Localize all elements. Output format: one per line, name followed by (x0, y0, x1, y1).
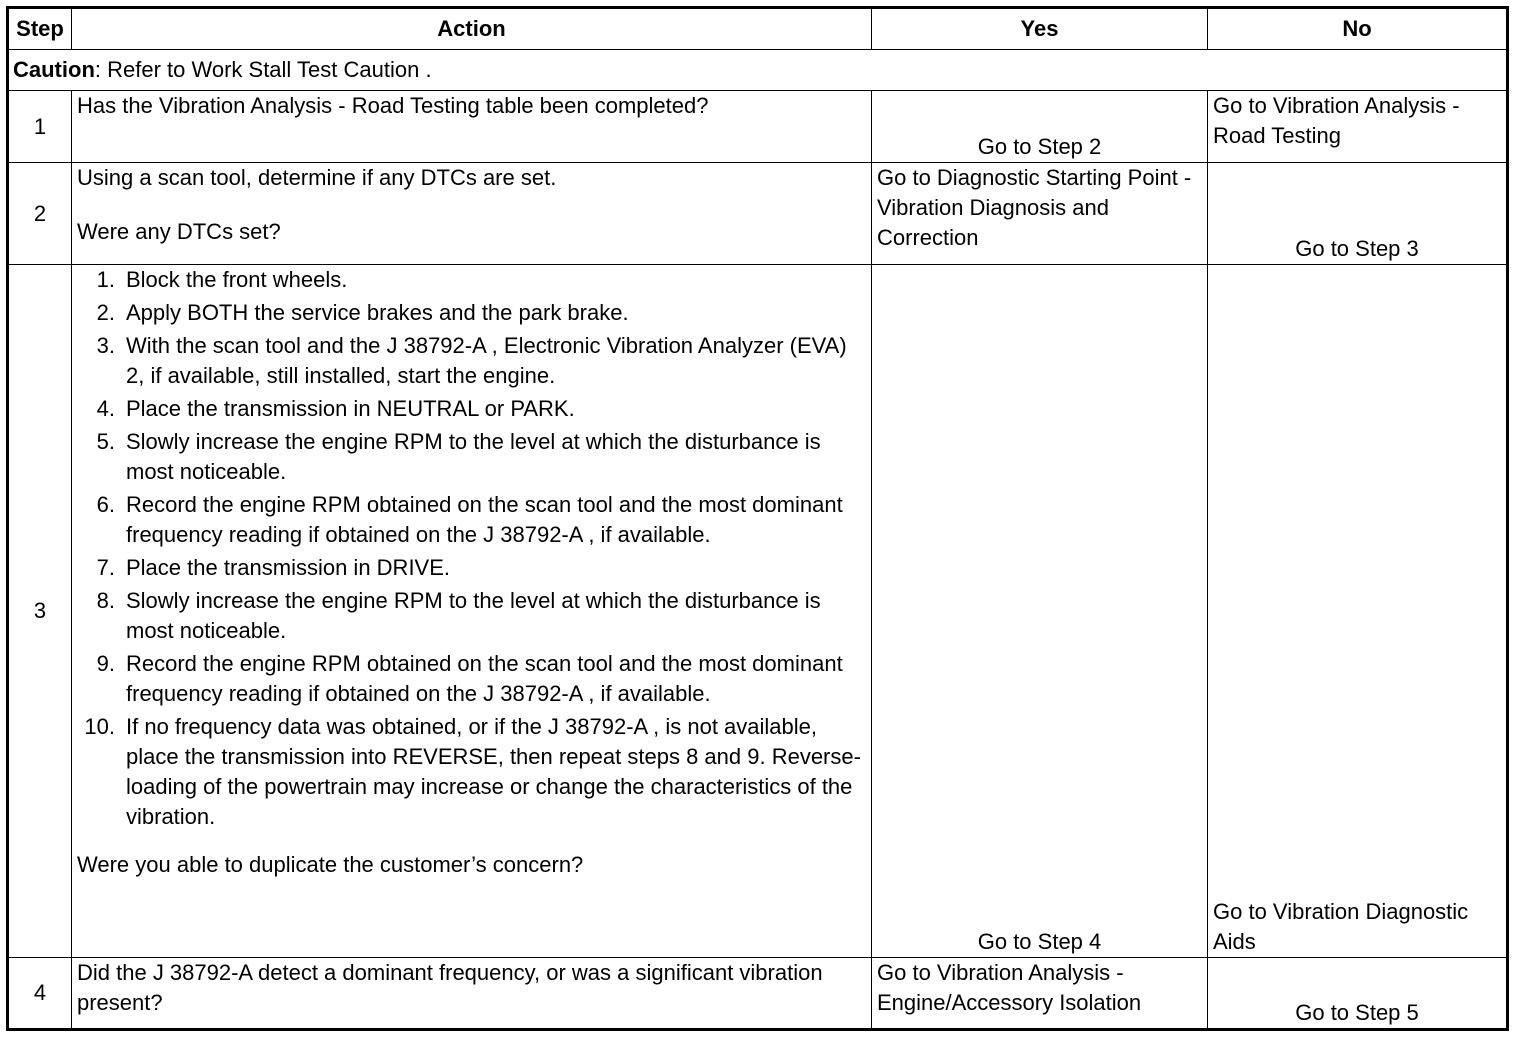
action-text: Using a scan tool, determine if any DTCs are set. (77, 165, 557, 190)
item-text: With the scan tool and the J 38792-A , Electronic Vibration Analyzer (EVA) 2, if available, still installed, start the engine. (126, 333, 847, 388)
table-row (8, 163, 1508, 265)
yes-result: Go to Diagnostic Starting Point - Vibration Diagnosis and Correction (872, 163, 1208, 265)
list-item (77, 331, 866, 391)
item-number: 6. (96, 492, 115, 517)
list-item (77, 490, 866, 550)
header-no: No (1208, 8, 1508, 50)
item-number: 2. (96, 300, 115, 325)
action-question: Were you able to duplicate the customer’s concern? (77, 852, 584, 877)
step-number: 3 (8, 265, 72, 958)
header-row (8, 8, 1508, 50)
step-number: 4 (8, 958, 72, 1030)
list-item (77, 712, 866, 832)
action-cell (72, 265, 872, 958)
action-text: Did the J 38792-A detect a dominant frequency, or was a significant vibration present? (72, 958, 872, 1030)
item-text: Block the front wheels. (126, 267, 348, 292)
caution-row (8, 50, 1508, 91)
item-text: Place the transmission in DRIVE. (126, 555, 451, 580)
caution-label: Caution (13, 57, 95, 82)
no-result: Go to Step 5 (1208, 958, 1508, 1030)
table-row (8, 91, 1508, 163)
item-text: Slowly increase the engine RPM to the level at which the disturbance is most noticeable. (126, 429, 821, 484)
item-number: 8. (96, 588, 115, 613)
item-number: 5. (96, 429, 115, 454)
list-item (77, 298, 866, 328)
list-item (77, 394, 866, 424)
list-item (77, 649, 866, 709)
item-text: Slowly increase the engine RPM to the level at which the disturbance is most noticeable. (126, 588, 821, 643)
procedure-list (77, 265, 866, 832)
no-result: Go to Step 3 (1208, 163, 1508, 265)
step-number: 2 (8, 163, 72, 265)
diagnostic-table (6, 6, 1509, 1031)
caution-text: : Refer to Work Stall Test Caution . (94, 57, 432, 82)
header-step: Step (8, 8, 72, 50)
no-result: Go to Vibration Diagnostic Aids (1208, 265, 1508, 958)
item-number: 3. (96, 333, 115, 358)
item-number: 7. (96, 555, 115, 580)
action-text: Has the Vibration Analysis - Road Testing table been completed? (72, 91, 872, 163)
list-item (77, 427, 866, 487)
header-action: Action (72, 8, 872, 50)
step-number: 1 (8, 91, 72, 163)
item-text: If no frequency data was obtained, or if the J 38792-A , is not available, place the transmission into REVERSE, then repeat steps 8 and 9. Reverse-loading of the powertrain may increase or change the characteristics of the vibration. (126, 714, 861, 829)
item-text: Record the engine RPM obtained on the scan tool and the most dominant frequency reading if obtained on the J 38792-A , if available. (126, 651, 843, 706)
spacer (77, 193, 866, 217)
item-text: Apply BOTH the service brakes and the park brake. (126, 300, 629, 325)
item-number: 10. (84, 714, 115, 739)
list-item (77, 265, 866, 295)
caution-cell (8, 50, 1508, 91)
table-row (8, 958, 1508, 1030)
action-question: Were any DTCs set? (77, 219, 281, 244)
item-number: 9. (96, 651, 115, 676)
no-result: Go to Vibration Analysis - Road Testing (1208, 91, 1508, 163)
item-text: Place the transmission in NEUTRAL or PARK. (126, 396, 575, 421)
list-item (77, 586, 866, 646)
item-number: 1. (96, 267, 115, 292)
header-yes: Yes (872, 8, 1208, 50)
action-cell (72, 163, 872, 265)
item-number: 4. (96, 396, 115, 421)
yes-result: Go to Vibration Analysis - Engine/Accessory Isolation (872, 958, 1208, 1030)
list-item (77, 553, 866, 583)
item-text: Record the engine RPM obtained on the scan tool and the most dominant frequency reading if obtained on the J 38792-A , if available. (126, 492, 843, 547)
yes-result: Go to Step 4 (872, 265, 1208, 958)
yes-result: Go to Step 2 (872, 91, 1208, 163)
table-row (8, 265, 1508, 958)
